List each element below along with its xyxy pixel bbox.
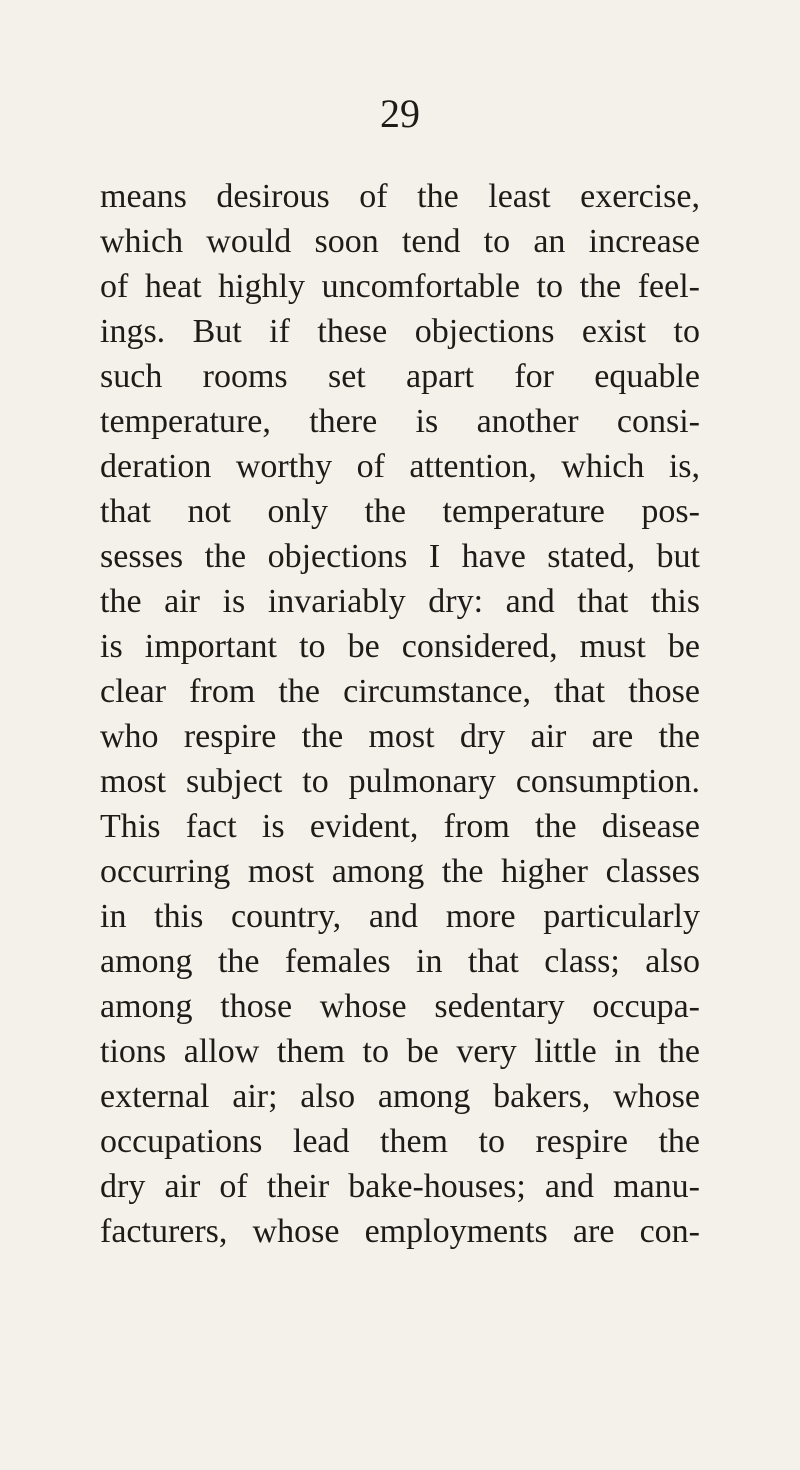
text-line: such rooms set apart for equable bbox=[100, 358, 700, 395]
page-number: 29 bbox=[380, 91, 420, 136]
text-line: in this country, and more particularly bbox=[100, 898, 700, 935]
text-line: occurring most among the higher classes bbox=[100, 853, 700, 890]
text-line: who respire the most dry air are the bbox=[100, 718, 700, 755]
text-line: which would soon tend to an increase bbox=[100, 223, 700, 260]
text-line: is important to be considered, must be bbox=[100, 628, 700, 665]
text-line: external air; also among bakers, whose bbox=[100, 1078, 700, 1115]
text-line: the air is invariably dry: and that this bbox=[100, 583, 700, 620]
text-line: tions allow them to be very little in the bbox=[100, 1033, 700, 1070]
body-text bbox=[100, 174, 700, 1254]
text-line: deration worthy of attention, which is, bbox=[100, 448, 700, 485]
text-line: ings. But if these objections exist to bbox=[100, 313, 700, 350]
text-line: that not only the temperature pos- bbox=[100, 493, 700, 530]
text-line: of heat highly uncomfortable to the feel- bbox=[100, 268, 700, 305]
text-line: This fact is evident, from the disease bbox=[100, 808, 700, 845]
text-line: sesses the objections I have stated, but bbox=[100, 538, 700, 575]
text-line: means desirous of the least exercise, bbox=[100, 178, 700, 215]
text-line: temperature, there is another consi- bbox=[100, 403, 700, 440]
text-line: facturers, whose employments are con- bbox=[100, 1213, 700, 1250]
text-line: clear from the circumstance, that those bbox=[100, 673, 700, 710]
text-line: dry air of their bake-houses; and manu- bbox=[100, 1168, 700, 1205]
text-line: among those whose sedentary occupa- bbox=[100, 988, 700, 1025]
text-line: occupations lead them to respire the bbox=[100, 1123, 700, 1160]
text-line: most subject to pulmonary consumption. bbox=[100, 763, 700, 800]
text-line: among the females in that class; also bbox=[100, 943, 700, 980]
